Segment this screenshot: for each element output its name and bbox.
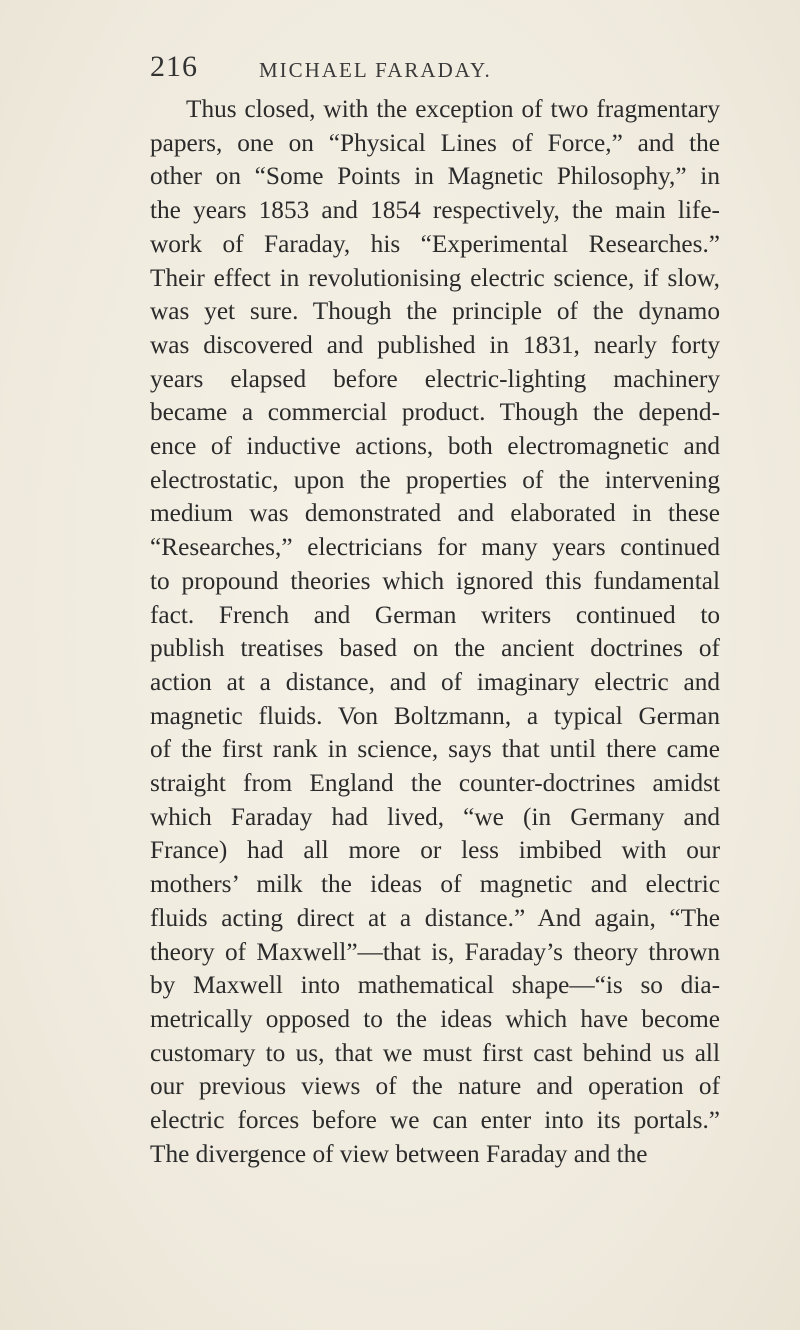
text-line: fact. French and German writers continued to <box>150 600 720 629</box>
text-line: Their effect in revolutionising electric science, if slow, <box>150 263 720 292</box>
text-line: metrically opposed to the ideas which have become <box>150 1004 720 1033</box>
text-line: electric forces before we can enter into its portals.” <box>150 1106 720 1135</box>
text-line: to propound theories which ignored this fundamental <box>150 566 720 595</box>
text-line: of the first rank in science, says that until there came <box>150 735 720 764</box>
text-line: customary to us, that we must first cast behind us all <box>150 1038 720 1067</box>
text-line: Thus closed, with the exception of two fragmentary <box>186 95 720 123</box>
text-line: by Maxwell into mathematical shape—“is so dia- <box>150 971 720 1000</box>
text-line: the years 1853 and 1854 respectively, the main life- <box>150 196 720 225</box>
text-line: our previous views of the nature and operation of <box>150 1072 720 1101</box>
text-line: The divergence of view between Faraday and the <box>150 1139 648 1168</box>
text-line: magnetic fluids. Von Boltzmann, a typical German <box>150 701 720 730</box>
text-line: was yet sure. Though the principle of the dynamo <box>150 297 720 326</box>
text-line: papers, one on “Physical Lines of Force,” and the <box>150 128 720 157</box>
text-line: straight from England the counter-doctrines amidst <box>150 769 720 798</box>
text-line: other on “Some Points in Magnetic Philosophy,” in <box>150 162 720 191</box>
text-line: publish treatises based on the ancient doctrines of <box>150 634 720 663</box>
text-line: became a commercial product. Though the depend- <box>150 398 720 427</box>
text-line: action at a distance, and of imaginary electric and <box>150 667 720 696</box>
text-line: “Researches,” electricians for many years continued <box>150 533 720 562</box>
text-line: medium was demonstrated and elaborated in these <box>150 499 720 528</box>
running-title: MICHAEL FARADAY. <box>259 58 492 82</box>
text-line: ence of inductive actions, both electromagnetic and <box>150 432 720 461</box>
text-line: which Faraday had lived, “we (in Germany and <box>150 802 720 831</box>
text-line: work of Faraday, his “Experimental Researches.” <box>150 229 720 258</box>
text-line: France) had all more or less imbibed with our <box>150 836 720 865</box>
page-number: 216 <box>150 50 198 83</box>
text-line: years elapsed before electric-lighting machinery <box>150 364 720 393</box>
running-head <box>150 50 670 90</box>
text-line: mothers’ milk the ideas of magnetic and electric <box>150 870 720 899</box>
body-paragraph <box>150 93 720 1172</box>
text-line: was discovered and published in 1831, nearly forty <box>150 330 720 359</box>
text-line: theory of Maxwell”—that is, Faraday’s theory thrown <box>150 937 720 966</box>
text-line: fluids acting direct at a distance.” And again, “The <box>150 903 720 932</box>
text-line: electrostatic, upon the properties of the intervening <box>150 465 720 494</box>
